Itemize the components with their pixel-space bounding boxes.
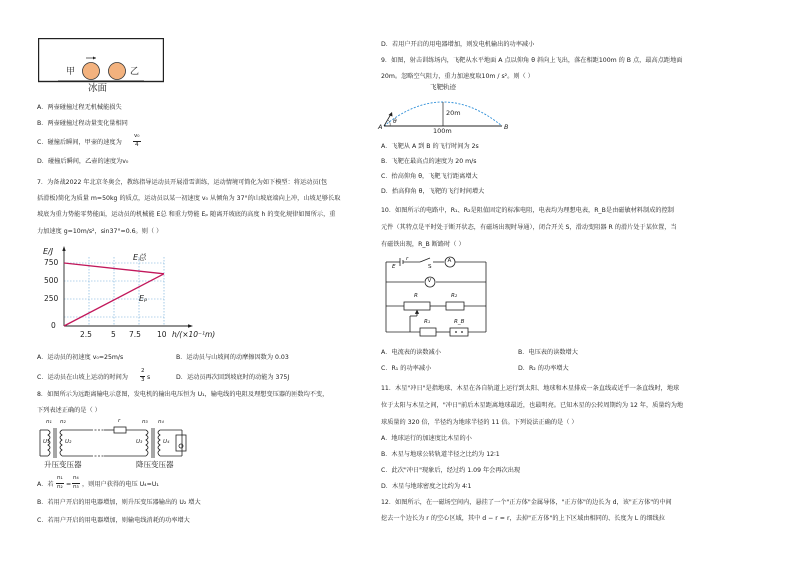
point-b-label: B bbox=[504, 123, 509, 131]
chart-ytick-750: 750 bbox=[44, 258, 59, 267]
chart-label-total: E总 bbox=[133, 253, 147, 262]
q8-a-frac1-num: n₁ bbox=[57, 475, 63, 481]
q8-line-1: 8．如图所示为远距离输电示意图，发电机的输出电压恒为 U₁，输电线的电阻及理想变压器的匝数均不变， bbox=[37, 391, 329, 398]
q7-line-2: 括滑板)简化为质量 m=50kg 的质点，运动员以某一初速度 v₀ 从倾角为 37°的山坡底端向上冲，山坡足够长取 bbox=[37, 195, 341, 202]
q9-option-a: A．飞靶从 A 到 B 的飞行时间为 2s bbox=[381, 143, 479, 150]
q10-option-b: B．电压表的读数增大 bbox=[518, 349, 578, 356]
chart-ytick-500: 500 bbox=[44, 276, 59, 285]
chart-grid bbox=[64, 257, 164, 326]
q6-frac-num: v₀ bbox=[134, 133, 140, 139]
chart-xlabel: h/(×10⁻¹m) bbox=[172, 330, 216, 339]
q7-c-frac-num: 2 bbox=[141, 368, 145, 374]
q7-c-unit: s bbox=[147, 374, 151, 381]
q6-frac-den: 4 bbox=[135, 142, 139, 148]
label-n2: n₂ bbox=[60, 419, 66, 425]
height-label: 20m bbox=[446, 109, 461, 117]
label-n3: n₃ bbox=[142, 419, 148, 425]
q10-option-d: D．R₂ 的功率增大 bbox=[518, 365, 569, 372]
circuit-svg bbox=[380, 254, 495, 344]
step-up-label: 升压变压器 bbox=[44, 460, 82, 469]
label-u4: U₄ bbox=[163, 439, 170, 445]
distance-label: 100m bbox=[433, 127, 452, 135]
circuit-voltmeter: V bbox=[427, 278, 432, 284]
q9-option-b: B．飞靶在最高点的速度为 20 m/s bbox=[381, 158, 477, 165]
q8-line-2: 下列表述正确的是（ ） bbox=[37, 407, 101, 414]
label-n4: n₄ bbox=[158, 419, 164, 425]
energy-chart bbox=[40, 243, 216, 343]
q7-line-1: 7．为备战2022 年北京冬奥会，教练指导运动员开展滑雪训练，运动情境可简化为如下模型：将运动员(包 bbox=[37, 179, 328, 186]
q11-line-2: 位于太阳与木星之间，"冲日"前后木星距离地球最近，也最明亮。已知木星的公转周期约为 12 年，质量约为地 bbox=[381, 402, 684, 409]
q8-a-frac1-den: n₂ bbox=[57, 484, 63, 490]
q8-a-frac2-den: n₃ bbox=[73, 484, 79, 490]
q12-line-2: 挖去一个边长为 r 的空心区域，其中 d − r = r，去掉"正方体"的上下区域由相同的、长度为 L 的细线拉 bbox=[381, 515, 665, 522]
ice-figure bbox=[38, 38, 164, 96]
q8-a-frac2-num: n₄ bbox=[73, 475, 79, 481]
q6-option-b: B．两壶碰撞过程动量变化量相同 bbox=[37, 120, 128, 127]
label-u1: U₁ bbox=[43, 439, 50, 445]
point-a-label: A bbox=[378, 123, 383, 131]
q12-line-1: 12．如图所示，在一磁场空间内，悬挂了一个"正方体"金属导体，"正方体"的边长为 d，该"正方体"的中间 bbox=[381, 499, 672, 506]
label-n1: n₁ bbox=[46, 419, 52, 425]
chart-ylabel: E/J bbox=[43, 247, 54, 256]
chart-ytick-250: 250 bbox=[44, 294, 59, 303]
q9-option-c: C．抬高仰角 θ，飞靶飞行距离增大 bbox=[381, 173, 478, 180]
q8-a-tail: ，则用户获得的电压 U₄=U₁ bbox=[82, 481, 159, 488]
theta-label: θ bbox=[393, 118, 397, 125]
ice-caption: 冰面 bbox=[88, 83, 108, 94]
circuit-r: r bbox=[406, 256, 409, 262]
q8-option-c: C．若用户开启的用电器增加，则输电线消耗的功率增大 bbox=[37, 517, 190, 524]
q10-line-3: 有磁铁出现，R_B 断路时（ ） bbox=[381, 241, 465, 248]
q10-line-1: 10．如图所示的电路中，R₁、R₂是阻值固定的标准电阻，电表均为理想电表，R_B是由磁敏材料制成的控制 bbox=[381, 207, 674, 214]
chart-xtick-7-5: 7.5 bbox=[129, 330, 141, 339]
circuit-rb: R_B bbox=[454, 319, 465, 325]
q11-option-c: C．此次"冲日"现象后，经过约 1.09 年会再次出现 bbox=[381, 467, 521, 474]
q7-c-frac-den: 3 bbox=[141, 377, 145, 383]
circuit-s: S bbox=[428, 264, 432, 270]
q7-line-4: 力加速度 g=10m/s²，sin37°=0.6。则（ ） bbox=[37, 228, 163, 235]
trajectory-figure bbox=[376, 82, 516, 138]
q10-option-a: A．电流表的读数减小 bbox=[381, 349, 441, 356]
circuit-figure bbox=[380, 254, 495, 344]
stone-b-label: 乙 bbox=[130, 67, 140, 77]
q7-line-3: 坡底为重力势能零势能面，运动员的机械能 E总 和重力势能 Eₚ 随离开坡底的高度 h 的变化规律如图所示，重 bbox=[37, 211, 336, 218]
label-r: r bbox=[118, 418, 121, 424]
q8-option-d: D．若用户开启的用电器增加，则发电机输出的功率减小 bbox=[381, 41, 535, 48]
chart-xtick-2-5: 2.5 bbox=[80, 330, 92, 339]
q6-option-d: D．碰撞后瞬间，乙壶的速度为v₀ bbox=[37, 158, 129, 165]
q10-line-2: 元件（其特点是平时处于断开状态，有磁场出现时导通），闭合开关 S，滑动变阻器 R 的滑片处于某位置，当 bbox=[381, 224, 677, 231]
q10-option-c: C．R₁ 的功率减小 bbox=[381, 365, 432, 372]
q8-option-b: B．若用户开启的用电器增加，则升压变压器输出的 U₂ 增大 bbox=[37, 499, 201, 506]
q7-option-c: C．运动员在山坡上运动的时间为 bbox=[37, 374, 128, 381]
q7-option-b: B．运动员与山坡间的动摩擦因数为 0.03 bbox=[176, 354, 289, 361]
q11-option-a: A．地球运行的加速度比木星的小 bbox=[381, 435, 472, 442]
q11-option-b: B．木星与地球公转轨道半径之比约为 12∶1 bbox=[381, 451, 500, 458]
q6-option-a: A．两壶碰撞过程无机械能损失 bbox=[37, 104, 122, 111]
q9-line-1: 9．如图，射击训练场内，飞靶从水平地面 A 点以仰角 θ 斜向上飞出，落在相距100m 的 B 点，最高点距地面 bbox=[381, 57, 683, 64]
chart-label-potential: Eₚ bbox=[139, 294, 148, 303]
q11-line-3: 球质量的 320 倍，半径约为地球半径的 11 倍。下列说法正确的是（ ） bbox=[381, 419, 578, 426]
circuit-e: E bbox=[392, 264, 396, 270]
chart-ytick-0: 0 bbox=[51, 321, 56, 330]
q7-option-a: A．运动员的初速度 v₀=25m/s bbox=[37, 354, 124, 361]
q9-option-d: D．抬高仰角 θ，飞靶的飞行时间增大 bbox=[381, 188, 485, 195]
circuit-r-var: R bbox=[414, 293, 418, 299]
circuit-ammeter: A bbox=[447, 258, 452, 264]
q11-option-d: D．木星与地球密度之比约为 4∶1 bbox=[381, 483, 472, 490]
chart-xtick-5: 5 bbox=[111, 330, 116, 339]
stone-b bbox=[109, 63, 126, 80]
transmission-figure bbox=[36, 418, 196, 470]
energy-chart-svg bbox=[40, 243, 210, 343]
q6-option-c: C．碰撞后瞬间，甲壶的速度为 bbox=[37, 139, 122, 146]
stone-a-label: 甲 bbox=[66, 67, 76, 77]
label-u3: U₃ bbox=[136, 439, 143, 445]
step-down-label: 降压变压器 bbox=[136, 460, 174, 469]
q11-line-1: 11．木星"冲日"是指地球、木星在各自轨道上运行到太阳、地球和木星排成一条直线或近乎一条直线时，地球 bbox=[381, 385, 680, 392]
q8-a-eq: = bbox=[66, 481, 72, 488]
label-u2: U₂ bbox=[65, 439, 72, 445]
circuit-r2: R₂ bbox=[451, 293, 458, 299]
q8-option-a: A．若 bbox=[37, 481, 54, 488]
chart-xtick-10: 10 bbox=[157, 330, 167, 339]
q7-option-d: D．运动员再次回到坡底时的动能为 375J bbox=[176, 374, 290, 381]
circuit-r1: R₁ bbox=[424, 319, 431, 325]
q9-line-2: 20m。忽略空气阻力，重力加速度取10m / s²。则（ ） bbox=[381, 73, 534, 80]
trajectory-title: 飞靶轨迹 bbox=[430, 83, 456, 91]
stone-a bbox=[83, 63, 100, 80]
